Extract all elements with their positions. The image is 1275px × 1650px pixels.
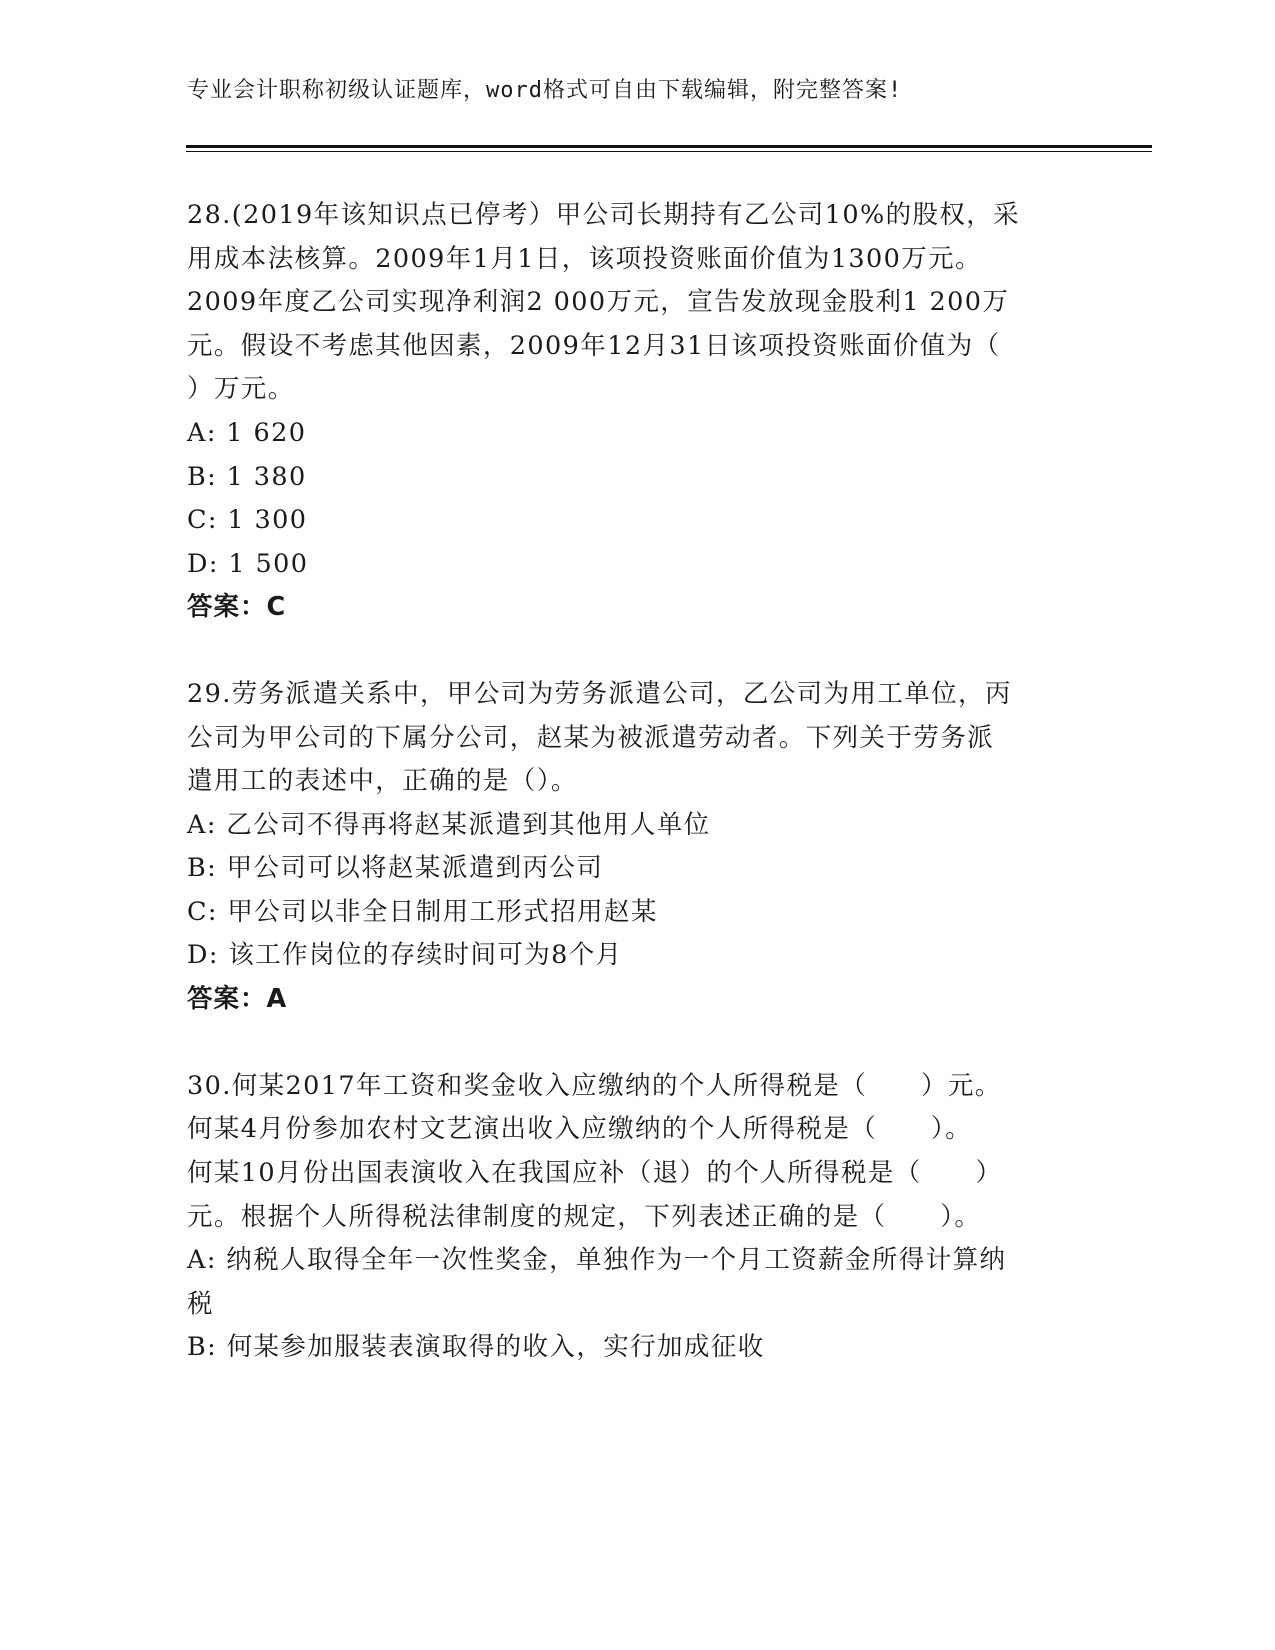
question-28-stem-line: 28.(2019年该知识点已停考）甲公司长期持有乙公司10%的股权，采: [187, 200, 1021, 230]
question-28-stem-line: 用成本法核算。2009年1月1日，该项投资账面价值为1300万元。: [187, 244, 982, 274]
question-29-option-c: C: 甲公司以非全日制用工形式招用赵某: [187, 897, 658, 927]
question-30-option-b: B: 何某参加服装表演取得的收入，实行加成征收: [187, 1332, 765, 1362]
question-30-stem-line: 30.何某2017年工资和奖金收入应缴纳的个人所得税是（ ）元。: [187, 1071, 1002, 1101]
question-28-stem-line: 2009年度乙公司实现净利润2 000万元，宣告发放现金股利1 200万: [187, 287, 1010, 317]
question-29-option-a: A: 乙公司不得再将赵某派遣到其他用人单位: [187, 810, 711, 840]
question-30-stem-line: 何某4月份参加农村文艺演出收入应缴纳的个人所得税是（ ）。: [187, 1114, 972, 1144]
question-30-option-a: A: 纳税人取得全年一次性奖金，单独作为一个月工资薪金所得计算纳: [187, 1245, 1007, 1275]
question-30-stem-line: 何某10月份出国表演收入在我国应补（退）的个人所得税是（ ）: [187, 1158, 1003, 1188]
question-30-stem-line: 元。根据个人所得税法律制度的规定，下列表述正确的是（ ）。: [187, 1202, 982, 1232]
page-header: 专业会计职称初级认证题库，word格式可自由下载编辑，附完整答案!: [187, 78, 903, 103]
question-28-answer: 答案：C: [187, 592, 287, 622]
question-28-option-a: A: 1 620: [187, 418, 307, 448]
question-29-option-b: B: 甲公司可以将赵某派遣到丙公司: [187, 853, 604, 883]
question-28-stem-line: ）万元。: [187, 374, 295, 404]
question-28-stem-line: 元。假设不考虑其他因素，2009年12月31日该项投资账面价值为（: [187, 331, 1001, 361]
header-divider-thin: [186, 151, 1152, 152]
question-29-stem-line: 29.劳务派遣关系中，甲公司为劳务派遣公司，乙公司为用工单位，丙: [187, 679, 1012, 709]
question-28-option-c: C: 1 300: [187, 505, 308, 535]
question-28-option-d: D: 1 500: [187, 549, 309, 579]
question-29-stem-line: 公司为甲公司的下属分公司，赵某为被派遣劳动者。下列关于劳务派: [187, 723, 995, 753]
question-30-option-a-cont: 税: [187, 1289, 214, 1319]
question-28-option-b: B: 1 380: [187, 462, 307, 492]
header-divider: [186, 145, 1152, 148]
question-29-answer: 答案：A: [187, 984, 288, 1014]
question-29-option-d: D: 该工作岗位的存续时间可为8个月: [187, 940, 623, 970]
question-29-stem-line: 遣用工的表述中，正确的是（）。: [187, 766, 578, 796]
